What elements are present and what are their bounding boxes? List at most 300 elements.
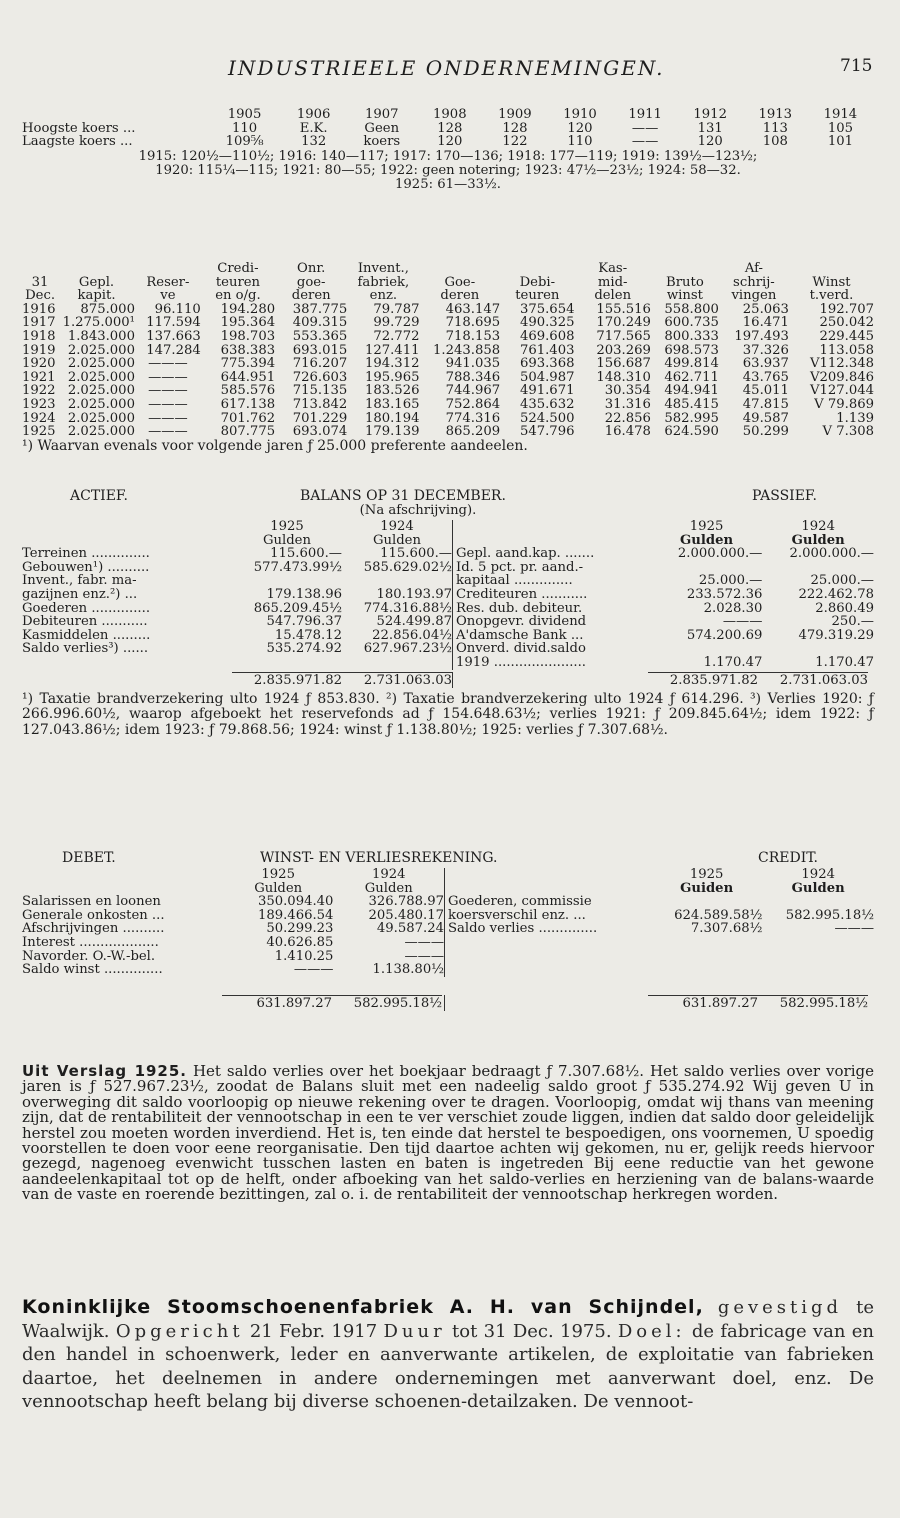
- table-row: [22, 357, 874, 371]
- unit-header: Gulden: [791, 880, 845, 896]
- year-header: 1924: [801, 867, 835, 882]
- item-value-1925: 865.209.45½: [253, 600, 342, 616]
- quote-cell: 128: [502, 120, 528, 136]
- header-cell: [135, 262, 201, 276]
- item-value-1925: 535.274.92: [266, 641, 342, 657]
- balance-left-head: ACTIEF.: [70, 488, 128, 504]
- header-cell: [500, 262, 574, 276]
- credit-column: [444, 868, 874, 977]
- value-cell: 409.315: [292, 315, 348, 331]
- value-cell: 504.987: [519, 369, 575, 385]
- item-value-1924: 250.—: [831, 614, 874, 630]
- item-value-1925: 2.000.000.—: [677, 546, 763, 562]
- header-cell: Kas-: [598, 261, 628, 276]
- item-value-1924: [762, 642, 874, 656]
- quotation-notes: [22, 150, 874, 192]
- item-value-1925: 1.410.25: [274, 948, 334, 964]
- value-cell: 45.011: [742, 383, 789, 399]
- value-cell: 558.800: [664, 301, 719, 317]
- item-value-1925: 1.170.47: [703, 654, 763, 670]
- established-label: gevestigd: [717, 1297, 843, 1318]
- company-entry: [22, 1296, 874, 1414]
- value-cell: 713.842: [292, 396, 348, 412]
- header-cell: kapit.: [77, 288, 116, 304]
- unit-header: Gulden: [791, 532, 845, 548]
- item-value-1925: 624.589.58½: [674, 907, 763, 923]
- item-value-1925: 50.299.23: [266, 921, 334, 937]
- quotation-table: [22, 108, 874, 149]
- value-cell: V127.044: [809, 383, 874, 399]
- report-text: Het saldo verlies over het boekjaar bedraagt ƒ 7.307.68½. Het saldo verlies over vorige jaren is ƒ 527.967.23½, zoodat de Balans sluit met een nadeelig saldo groot ƒ 535.274.92 Wij geven U in overweging dit saldo voorloopig op nieuwe rekening over te dragen. Voorloopig, omdat wij thans van meening zijn, dat de rentabiliteit der vennootschap in een te ver verschiet zoude liggen, indien dat saldo door geleidelijk herstel zou moeten worden inverdiend. Het is, ten einde dat herstel te bespoedigen, ons voornemen, U spoedig voorstellen te doen voor eene reorganisatie. Den tijd daartoe achten wij gekomen, nu er, gelijk reeds hiervoor gezegd, nagenoeg evenwicht tusschen lasten en baten is ingetreden Bij eene reductie van het gewone aandeelenkapitaal tot op de helft, onder afboeking van het saldo-verlies en herziening van de balans-waarde van de vaste en roerende bezittingen, zal o. i. de rentabiliteit der vennootschap herkregen worden.: [22, 1062, 874, 1204]
- list-item: [22, 615, 452, 629]
- item-label: Goederen ..............: [22, 600, 151, 616]
- item-value-1924: 25.000.—: [810, 573, 874, 589]
- header-cell: Af-: [744, 261, 763, 276]
- header-cell: [651, 262, 719, 276]
- header-cell: teuren: [515, 288, 560, 304]
- value-cell: 203.269: [596, 342, 651, 358]
- item-label: Invent., fabr. ma-: [22, 573, 137, 589]
- item-label: Navorder. O.-W.-bel.: [22, 948, 156, 964]
- year-cell: 1909: [498, 107, 532, 122]
- value-cell: 183.165: [364, 396, 420, 412]
- item-value-1925: 40.626.85: [266, 934, 334, 950]
- item-label: Onopgevr. dividend: [456, 614, 587, 630]
- debit-column: [22, 868, 444, 977]
- header-cell: [58, 262, 135, 276]
- value-cell: 941.035: [445, 356, 501, 372]
- header-cell: [22, 262, 58, 276]
- list-item: [448, 909, 874, 923]
- item-value-1925: [651, 642, 763, 656]
- value-cell: 585.576: [220, 383, 276, 399]
- row-label: Laagste koers ...: [22, 134, 133, 150]
- total-liabilities-1925: 2.835.971.82: [648, 672, 758, 688]
- list-item: [22, 963, 444, 977]
- header-cell: Onr.: [297, 261, 326, 276]
- quote-cell: 105: [827, 120, 853, 136]
- value-cell: 644.951: [220, 369, 276, 385]
- value-cell: 147.284: [146, 342, 201, 358]
- value-cell: 47.815: [742, 396, 789, 412]
- table-row: [22, 330, 874, 344]
- value-cell: 1.275.000¹: [62, 315, 135, 331]
- item-value-1924: ———: [404, 948, 444, 964]
- quotation-note-line: 1920: 115¼—115; 1921: 80—55; 1922: geen notering; 1923: 47½—23½; 1924: 58—32.: [155, 162, 741, 178]
- year-header: 1925: [689, 519, 724, 534]
- table-row: [22, 398, 874, 412]
- header-cell: fabriek,: [357, 274, 410, 290]
- year-cell: 1924: [22, 410, 56, 426]
- balance-footnotes: ¹) Taxatie brandverzekering ulto 1924 ƒ 853.830. ²) Taxatie brandverzekering ulto 1924 ƒ 614.296. ³) Verlies 1920: ƒ 266.996.60½, waarop afgeboekt het reservefonds ad ƒ 154.648.63½; verlies 1921: ƒ 209.845.64½; idem 1922: ƒ 127.043.86½; idem 1923: ƒ 79.868.56; 1924: winst ƒ 1.138.80½; 1925: verlies ƒ 7.307.68½.: [22, 690, 874, 738]
- header-cell: deren: [291, 288, 331, 304]
- total-credit-1925: 631.897.27: [648, 995, 758, 1011]
- value-cell: 195.965: [364, 369, 420, 385]
- header-cell: deren: [440, 288, 480, 304]
- value-cell: ———: [148, 410, 188, 426]
- value-cell: 2.025.000: [67, 410, 135, 426]
- item-value-1925: 577.473.99½: [253, 559, 342, 575]
- value-cell: 490.325: [519, 315, 575, 331]
- total-liabilities-1924: 2.731.063.03: [758, 672, 868, 688]
- quote-cell: 122: [502, 134, 528, 150]
- value-cell: 387.775: [292, 301, 348, 317]
- value-cell: 463.147: [445, 301, 501, 317]
- item-value-1924: ———: [404, 934, 444, 950]
- year-cell: 1912: [693, 107, 727, 122]
- purpose-text: de fabricage van en den handel in schoenwerk, leder en aanverwante artikelen, de exploitatie van fabrieken daartoe, het deelnemen in andere ondernemingen met aanverwant doel, enz. De vennootschap heeft belang bij diverse schoenen-detailzaken. De vennoot-: [22, 1320, 874, 1412]
- quote-cell: 131: [697, 120, 723, 136]
- value-cell: 16.471: [742, 315, 789, 331]
- unit-header: Guiden: [680, 880, 734, 896]
- item-value-1924: 582.995.18½: [785, 907, 874, 923]
- year-header: 1925: [261, 867, 295, 882]
- value-cell: 99.729: [373, 315, 420, 331]
- item-value-1925: 189.466.54: [257, 907, 334, 923]
- value-cell: 491.671: [519, 383, 575, 399]
- list-item: [22, 588, 452, 602]
- value-cell: 693.074: [292, 424, 348, 440]
- quote-cell: ——: [631, 120, 659, 136]
- value-cell: 183.526: [364, 383, 420, 399]
- table-row: [22, 412, 874, 426]
- purpose-label: Doel:: [617, 1320, 686, 1342]
- header-cell: winst: [666, 288, 703, 304]
- item-value-1924: [762, 895, 874, 909]
- list-item: [22, 936, 444, 950]
- value-cell: 524.500: [519, 410, 575, 426]
- item-label: Debiteuren ...........: [22, 614, 148, 630]
- value-cell: ———: [148, 356, 188, 372]
- quote-cell: koers: [363, 134, 401, 150]
- header-cell: Debi-: [519, 274, 556, 290]
- debit-table: [22, 868, 444, 977]
- value-cell: 50.299: [742, 424, 789, 440]
- value-cell: 170.249: [596, 315, 651, 331]
- list-item: [22, 909, 444, 923]
- value-cell: 2.025.000: [67, 342, 135, 358]
- quote-cell: 101: [827, 134, 853, 150]
- item-value-1924: 1.170.47: [815, 654, 874, 670]
- item-label: Id. 5 pct. pr. aand.-: [456, 559, 584, 575]
- value-cell: 137.663: [146, 328, 201, 344]
- value-cell: 2.025.000: [67, 396, 135, 412]
- item-value-1924: 49.587.24: [376, 921, 444, 937]
- year-cell: 1920: [22, 356, 56, 372]
- value-cell: 715.135: [292, 383, 348, 399]
- value-cell: 179.139: [364, 424, 420, 440]
- value-cell: 701.229: [292, 410, 348, 426]
- item-value-1925: 233.572.36: [686, 586, 763, 602]
- item-value-1925: 179.138.96: [266, 586, 342, 602]
- value-cell: 22.856: [604, 410, 651, 426]
- value-cell: 2.025.000: [67, 356, 135, 372]
- value-cell: 547.796: [519, 424, 575, 440]
- total-assets-1924: 2.731.063.03: [342, 672, 452, 688]
- value-cell: 499.814: [664, 356, 719, 372]
- value-cell: 2.025.000: [67, 383, 135, 399]
- liabilities-table: [456, 520, 874, 670]
- balance-sheet: [22, 488, 874, 738]
- value-cell: 717.565: [596, 328, 651, 344]
- value-cell: 16.478: [604, 424, 651, 440]
- balance-title: BALANS OP 31 DECEMBER.: [300, 488, 506, 504]
- credit-table: [448, 868, 874, 936]
- value-cell: 788.346: [445, 369, 501, 385]
- value-cell: 494.941: [664, 383, 719, 399]
- pl-title: WINST- EN VERLIESREKENING.: [260, 850, 498, 866]
- value-cell: 716.207: [292, 356, 348, 372]
- item-label: Afschrijvingen ..........: [22, 921, 165, 937]
- value-cell: 2.025.000: [67, 424, 135, 440]
- item-value-1924: [342, 574, 452, 588]
- value-cell: 197.493: [734, 328, 789, 344]
- unit-header: Gulden: [364, 880, 413, 896]
- quotation-note-line: 1925: 61—33½.: [395, 176, 501, 192]
- year-header: 1924: [801, 519, 835, 534]
- list-item: [456, 588, 874, 602]
- quotation-row-low: [22, 135, 874, 149]
- table-header-row: [22, 276, 874, 290]
- value-cell: 693.015: [292, 342, 348, 358]
- value-cell: 37.326: [742, 342, 789, 358]
- item-value-1925: [232, 574, 342, 588]
- item-value-1924: 627.967.23½: [363, 641, 452, 657]
- year-cell: 1906: [296, 107, 331, 122]
- value-cell: V 79.869: [814, 396, 874, 412]
- item-value-1924: 326.788.97: [368, 894, 444, 910]
- list-item: [456, 629, 874, 643]
- value-cell: 113.058: [819, 342, 874, 358]
- balance-right-head: PASSIEF.: [752, 488, 817, 504]
- unit-header: Gulden: [263, 532, 311, 548]
- value-cell: 701.762: [220, 410, 276, 426]
- value-cell: 72.772: [373, 328, 420, 344]
- item-value-1924: 115.600.—: [380, 546, 452, 562]
- value-cell: 229.445: [819, 328, 874, 344]
- established-text: te Waalwijk.: [22, 1297, 874, 1342]
- header-cell: [789, 262, 874, 276]
- item-value-1924: ———: [834, 921, 874, 937]
- unit-header: Gulden: [254, 880, 303, 896]
- item-label: kapitaal ..............: [456, 573, 573, 589]
- value-cell: 1.243.858: [433, 342, 501, 358]
- quote-cell: 120: [567, 120, 593, 136]
- value-cell: 31.316: [604, 396, 651, 412]
- assets-table: [22, 520, 452, 656]
- value-cell: 744.967: [445, 383, 501, 399]
- list-item: [22, 629, 452, 643]
- value-cell: V112.348: [809, 356, 874, 372]
- value-cell: 127.411: [364, 342, 420, 358]
- value-cell: 79.787: [373, 301, 420, 317]
- header-cell: enz.: [369, 288, 398, 304]
- duration-text: tot 31 Dec. 1975.: [452, 1320, 612, 1342]
- table-row: [22, 344, 874, 358]
- item-value-1925: 25.000.—: [698, 573, 763, 589]
- item-label: Crediteuren ...........: [456, 586, 588, 602]
- value-cell: 63.937: [742, 356, 789, 372]
- founded-label: Opgericht: [115, 1320, 244, 1342]
- list-item: [456, 615, 874, 629]
- value-cell: 96.110: [154, 301, 201, 317]
- quote-cell: 110: [231, 120, 258, 136]
- year-cell: 1911: [628, 107, 662, 122]
- value-cell: 485.415: [664, 396, 719, 412]
- value-cell: 774.316: [445, 410, 501, 426]
- header-cell: Bruto: [666, 274, 704, 290]
- header-cell: ve: [160, 288, 176, 304]
- year-cell: 1907: [364, 107, 399, 122]
- value-cell: 192.707: [819, 301, 874, 317]
- item-value-1925: 7.307.68½: [690, 921, 763, 937]
- list-item: [22, 602, 452, 616]
- item-value-1925: 2.028.30: [703, 600, 763, 616]
- quotation-section: [22, 108, 874, 192]
- value-cell: V 7.308: [822, 424, 874, 440]
- table-header-row: [22, 262, 874, 276]
- pl-heading: [22, 850, 874, 866]
- header-cell: Winst: [812, 274, 851, 290]
- value-cell: 462.711: [664, 369, 719, 385]
- year-cell: 1923: [22, 396, 56, 412]
- year-cell: 1914: [823, 107, 858, 122]
- pl-right-head: CREDIT.: [758, 850, 818, 866]
- header-cell: Reser-: [146, 274, 190, 290]
- list-item: [456, 602, 874, 616]
- list-item: [22, 922, 444, 936]
- value-cell: 582.995: [664, 410, 719, 426]
- quote-cell: 108: [762, 134, 788, 150]
- table-header-row: [22, 289, 874, 303]
- quote-cell: Geen: [364, 120, 400, 136]
- list-item: [22, 895, 444, 909]
- value-cell: 726.603: [292, 369, 348, 385]
- pl-totals: [22, 995, 874, 1011]
- list-item: [448, 922, 874, 936]
- table-row: [22, 303, 874, 317]
- quote-cell: 109⅝: [225, 134, 264, 150]
- quote-cell: 128: [437, 120, 463, 136]
- value-cell: 875.000: [80, 301, 135, 317]
- value-cell: 49.587: [742, 410, 789, 426]
- list-item: [22, 561, 452, 575]
- year-cell: 1910: [563, 107, 597, 122]
- value-cell: 775.394: [220, 356, 276, 372]
- list-item: [456, 547, 874, 561]
- value-cell: 25.063: [742, 301, 789, 317]
- year-cell: 1905: [227, 107, 262, 122]
- value-cell: 30.354: [604, 383, 651, 399]
- pl-columns: [22, 868, 874, 977]
- list-item: [22, 642, 452, 656]
- item-label: koersverschil enz. ...: [448, 907, 586, 923]
- value-cell: 752.864: [445, 396, 501, 412]
- year-cell: 1917: [22, 315, 56, 331]
- value-cell: 865.209: [445, 424, 501, 440]
- value-cell: 617.138: [220, 396, 276, 412]
- item-value-1924: 180.193.97: [376, 586, 452, 602]
- value-cell: 2.025.000: [67, 369, 135, 385]
- value-cell: V209.846: [809, 369, 874, 385]
- item-value-1925: [651, 895, 763, 909]
- value-cell: 194.312: [364, 356, 420, 372]
- value-cell: ———: [148, 369, 188, 385]
- value-cell: 624.590: [664, 424, 719, 440]
- item-value-1925: 350.094.40: [257, 894, 334, 910]
- item-value-1925: 115.600.—: [270, 546, 342, 562]
- quote-cell: 113: [762, 120, 788, 136]
- report-lead: Uit Verslag 1925.: [22, 1062, 188, 1080]
- total-debit-1924: 582.995.18½: [332, 995, 442, 1011]
- year-cell: 1916: [22, 301, 56, 317]
- item-label: Saldo verlies³) ......: [22, 641, 149, 657]
- header-cell: Invent.,: [357, 261, 409, 276]
- quote-cell: 110: [567, 134, 593, 150]
- value-cell: ———: [148, 424, 188, 440]
- header-cell: delen: [594, 288, 632, 304]
- year-cell: 1919: [22, 342, 56, 358]
- value-cell: 43.765: [742, 369, 789, 385]
- quote-cell: 120: [437, 134, 463, 150]
- year-cell: 1918: [22, 328, 56, 344]
- value-cell: 600.735: [664, 315, 719, 331]
- balance-columns: [22, 520, 874, 670]
- item-label: Onverd. divid.saldo: [456, 641, 586, 657]
- list-item: [22, 950, 444, 964]
- list-item: [22, 547, 452, 561]
- item-label: Kasmiddelen .........: [22, 627, 151, 643]
- item-label: Goederen, commissie: [448, 894, 592, 910]
- balance-subtitle: (Na afschrijving).: [359, 503, 477, 518]
- table-row: [22, 425, 874, 439]
- total-debit-1925: 631.897.27: [222, 995, 332, 1011]
- financial-history-table: [22, 262, 874, 439]
- unit-header: Gulden: [373, 532, 421, 548]
- list-item: [456, 561, 874, 575]
- quotation-note-line: 1915: 120½—110½; 1916: 140—117; 1917: 170—136; 1918: 177—119; 1919: 139½—123½;: [138, 148, 758, 164]
- item-label: Gebouwen¹) ..........: [22, 559, 150, 575]
- item-value-1924: 585.629.02½: [363, 559, 452, 575]
- value-cell: ———: [148, 383, 188, 399]
- item-label: Generale onkosten ...: [22, 907, 165, 923]
- item-label: A'damsche Bank ...: [456, 627, 584, 643]
- total-credit-1924: 582.995.18½: [758, 995, 868, 1011]
- value-cell: 435.632: [519, 396, 575, 412]
- total-assets-1925: 2.835.971.82: [232, 672, 342, 688]
- year-header: 1924: [380, 519, 414, 534]
- value-cell: 148.310: [596, 369, 651, 385]
- table-row: [22, 384, 874, 398]
- duration-label: Duur: [383, 1320, 446, 1342]
- unit-header: Gulden: [680, 532, 734, 548]
- liabilities-column: [452, 520, 874, 670]
- value-cell: 250.042: [819, 315, 874, 331]
- list-item: [456, 574, 874, 588]
- value-cell: 1.843.000: [67, 328, 135, 344]
- pl-left-head: DEBET.: [62, 850, 116, 866]
- year-cell: 1908: [433, 107, 467, 122]
- quote-cell: 132: [301, 134, 327, 150]
- year-cell: 1925: [22, 424, 56, 440]
- header-cell: t.verd.: [809, 288, 854, 304]
- item-label: Terreinen ..............: [22, 546, 150, 562]
- header-cell: Dec.: [25, 288, 56, 304]
- header-cell: en o/g.: [215, 288, 261, 304]
- value-cell: 1.139: [836, 410, 874, 426]
- value-cell: 718.695: [445, 315, 501, 331]
- value-cell: 698.573: [664, 342, 719, 358]
